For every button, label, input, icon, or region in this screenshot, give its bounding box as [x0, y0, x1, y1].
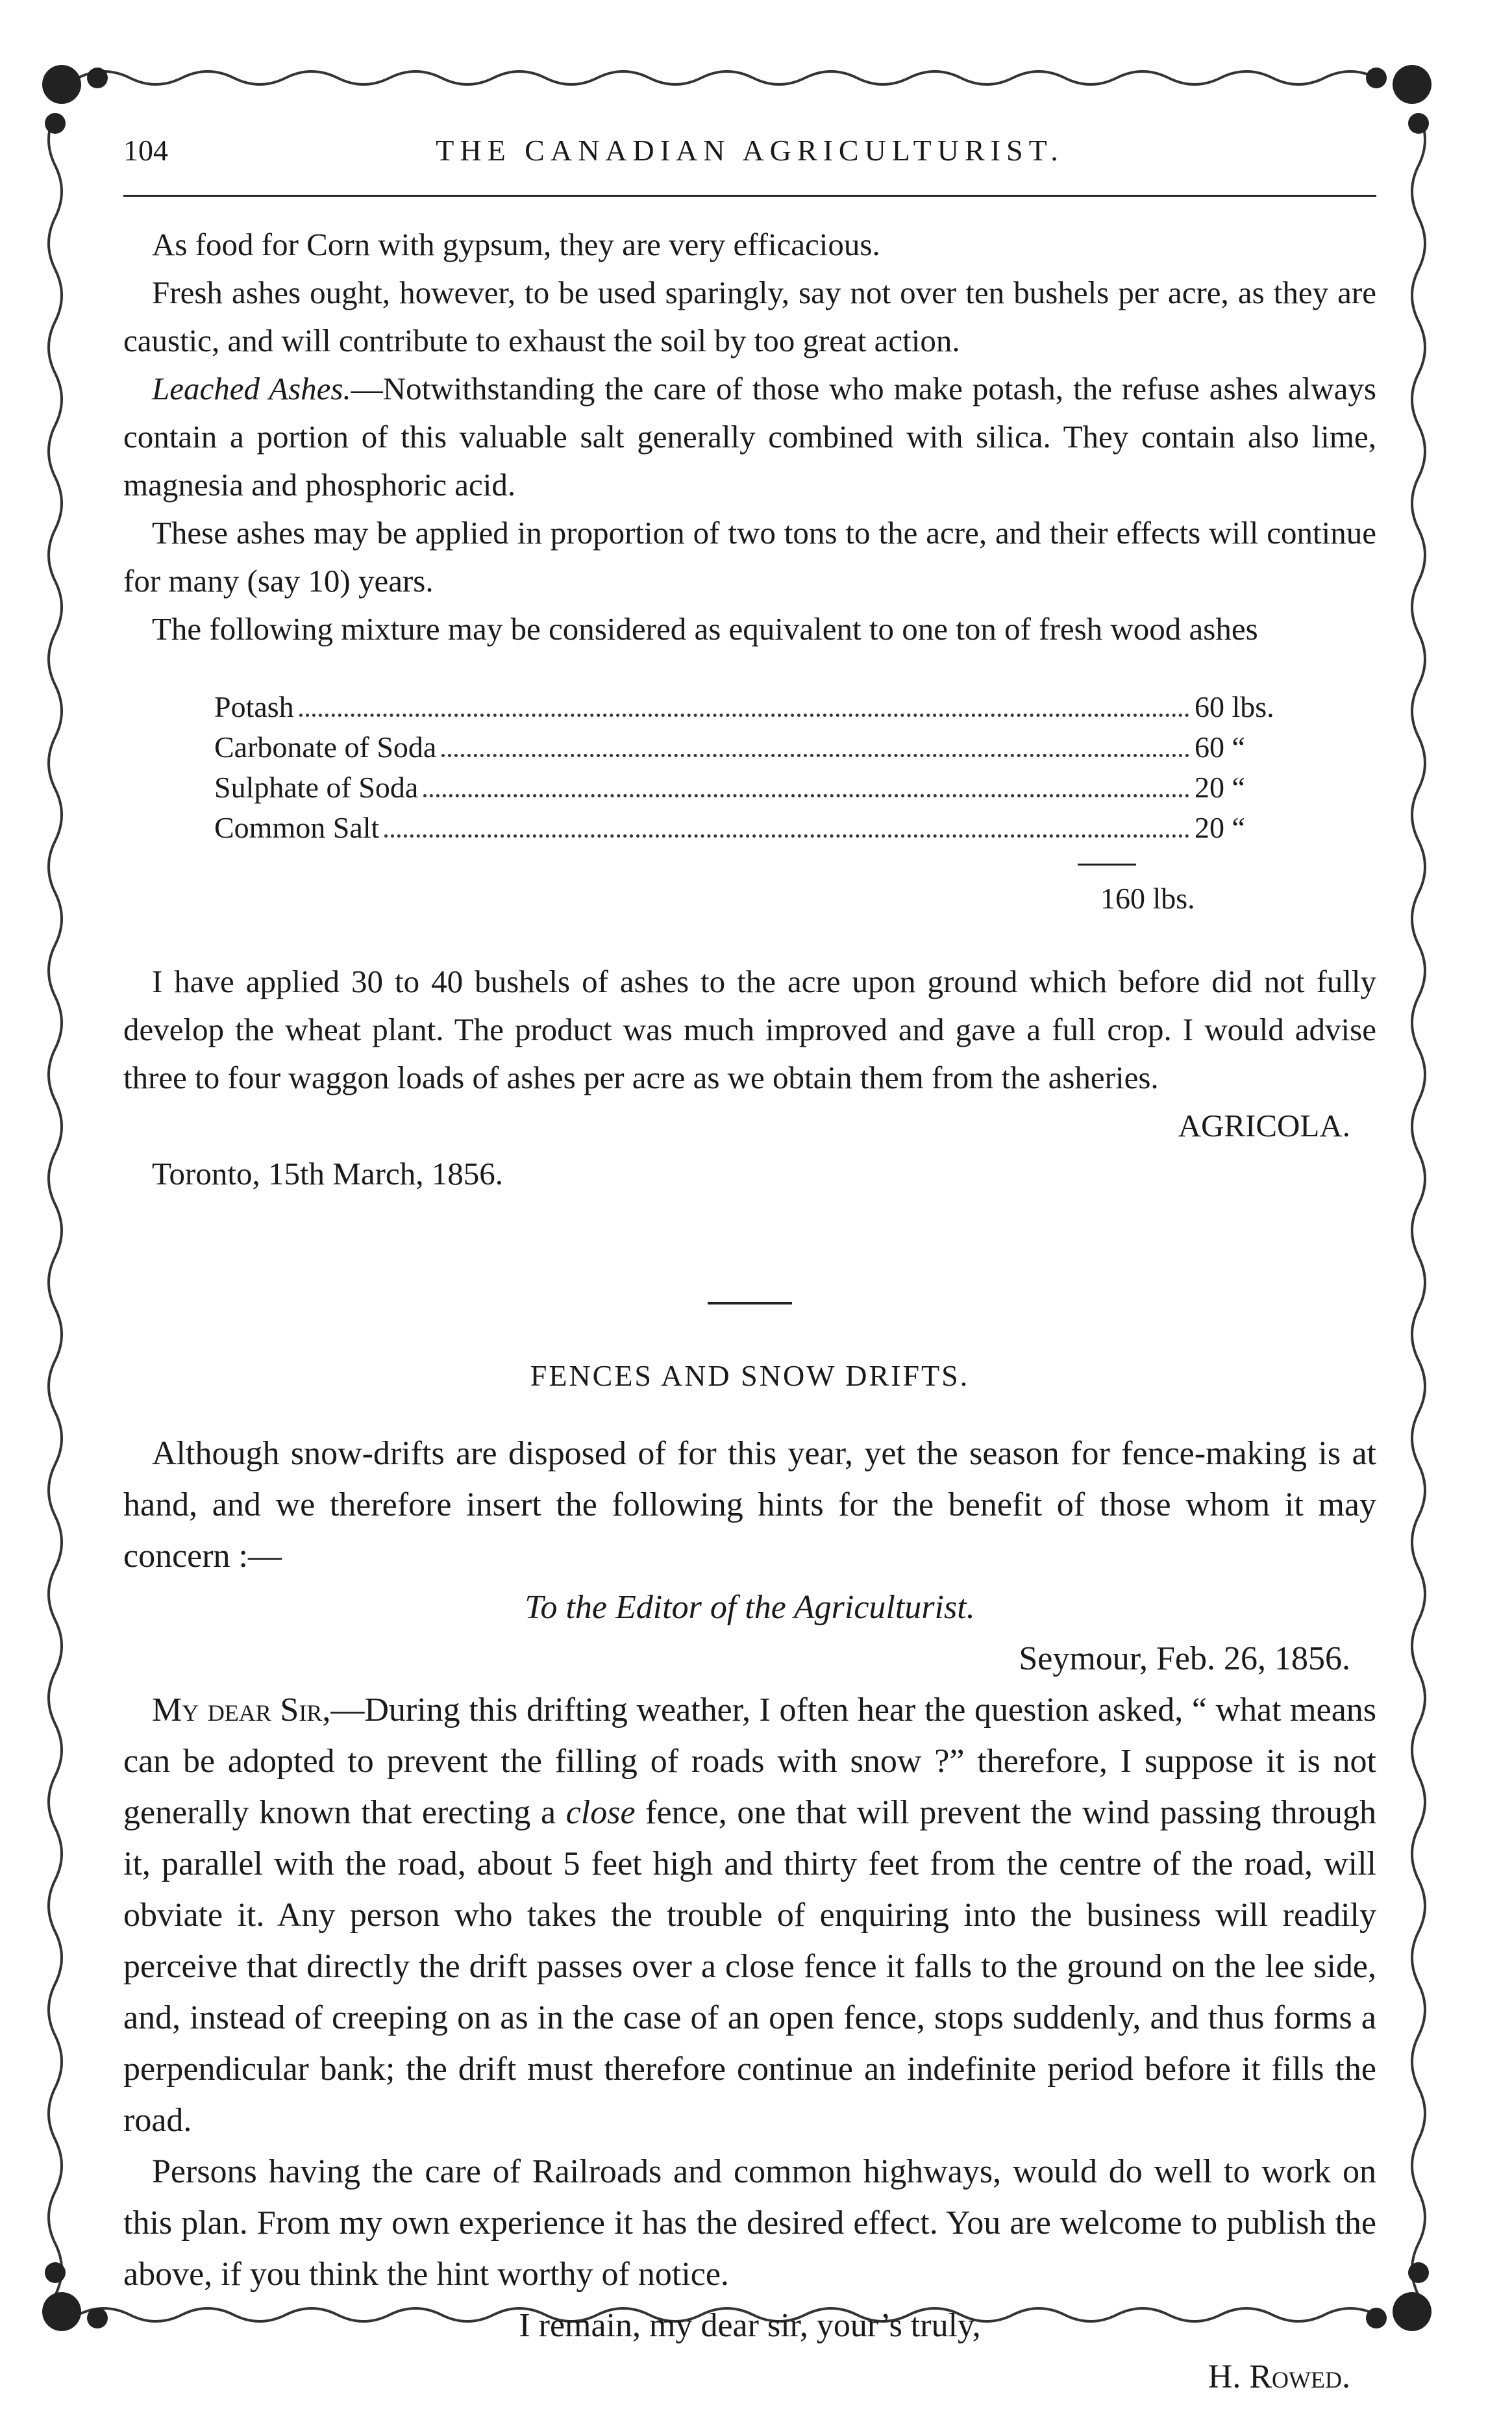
total-rule: [1078, 864, 1136, 866]
section-heading: FENCES AND SNOW DRIFTS.: [530, 1359, 970, 1392]
mixture-table: [214, 687, 1279, 848]
ingredient-amount: 20 “: [1195, 811, 1245, 844]
table-row: [214, 727, 1279, 768]
salutation: My dear Sir,: [152, 1691, 331, 1729]
signature: AGRICOLA.: [1178, 1108, 1350, 1143]
ingredient-name: Sulphate of Soda: [214, 771, 419, 804]
ingredient-name: Potash: [214, 690, 294, 723]
signature: H. Rowed.: [1208, 2358, 1350, 2395]
paragraph: Persons having the care of Railroads and common highways, would do well to work on this plan. From my own experience it has the desired effect. You are welcome to publish the above, if you think the hint worthy of notice.: [123, 2153, 1376, 2293]
dateline: Toronto, 15th March, 1856.: [152, 1156, 503, 1192]
table-row: [214, 808, 1279, 848]
running-title: THE CANADIAN AGRICULTURIST.: [436, 134, 1064, 167]
ingredient-amount: 60 “: [1195, 730, 1245, 764]
paragraph: [123, 365, 1376, 509]
paragraph: Although snow-drifts are disposed of for this year, yet the season for fence-making is at hand, and we therefore insert the following hints for the benefit of those whom it may concern :—: [123, 1435, 1376, 1575]
paragraph-text: —Notwithstanding the care of those who make potash, the refuse ashes always contain a portion of this valuable salt generally combined with silica. They contain also lime, magnesia and phosphoric acid.: [123, 371, 1376, 503]
paragraph: Fresh ashes ought, however, to be used sparingly, say not over ten bushels per acre, as they are caustic, and will contribute to exhaust the soil by too great action.: [123, 275, 1376, 358]
table-row: [214, 687, 1279, 727]
page-number: 104: [123, 134, 168, 167]
paragraph-text: fence, one that will prevent the wind passing through it, parallel with the road, about 5 feet high and thirty feet from the centre of the road, will obviate it. Any person who takes the trouble of enquiring into the business will readily perceive that directly the drift passes over a close fence it falls to the ground on the lee side, and, instead of creeping on as in the case of an open fence, stops suddenly, and thus forms a perpendicular bank; the drift must therefore continue an indefinite period before it fills the road.: [123, 1794, 1376, 2139]
closing: I remain, my dear sir, your’s truly,: [519, 2307, 981, 2344]
dateline: Seymour, Feb. 26, 1856.: [1019, 1640, 1350, 1677]
paragraph-text: —During this drifting weather, I often hear the question asked, “ what means can be adopted to prevent the filling of roads with snow ?” therefore, I suppose it is not generally known that erecting a: [123, 1691, 1377, 1831]
paragraph: [123, 1684, 1376, 2146]
table-row: [214, 768, 1279, 808]
table-total: 160 lbs.: [1100, 882, 1195, 915]
paragraph: I have applied 30 to 40 bushels of ashes to the acre upon ground which before did not fully develop the wheat plant. The product was much improved and gave a full crop. I would advise three to four waggon loads of ashes per acre as we obtain them from the asheries.: [123, 964, 1376, 1095]
emphasis: close: [565, 1794, 636, 1831]
header-rule: [123, 195, 1376, 197]
letter-address: To the Editor of the Agriculturist.: [525, 1589, 975, 1626]
paragraph: These ashes may be applied in proportion of two tons to the acre, and their effects will continue for many (say 10) years.: [123, 515, 1376, 599]
ingredient-name: Common Salt: [214, 811, 380, 844]
ingredient-name: Carbonate of Soda: [214, 730, 437, 764]
paragraph: As food for Corn with gypsum, they are very efficacious.: [152, 227, 880, 262]
ingredient-amount: 20 “: [1195, 771, 1245, 804]
paragraph: The following mixture may be considered as equivalent to one ton of fresh wood ashes: [152, 611, 1258, 647]
page-body: [123, 221, 1376, 2403]
section-separator: [708, 1302, 792, 1304]
ingredient-amount: 60 lbs.: [1195, 690, 1274, 723]
page-header: [123, 133, 1376, 179]
article: [123, 1428, 1376, 2403]
run-in-heading: Leached Ashes.: [152, 371, 351, 406]
